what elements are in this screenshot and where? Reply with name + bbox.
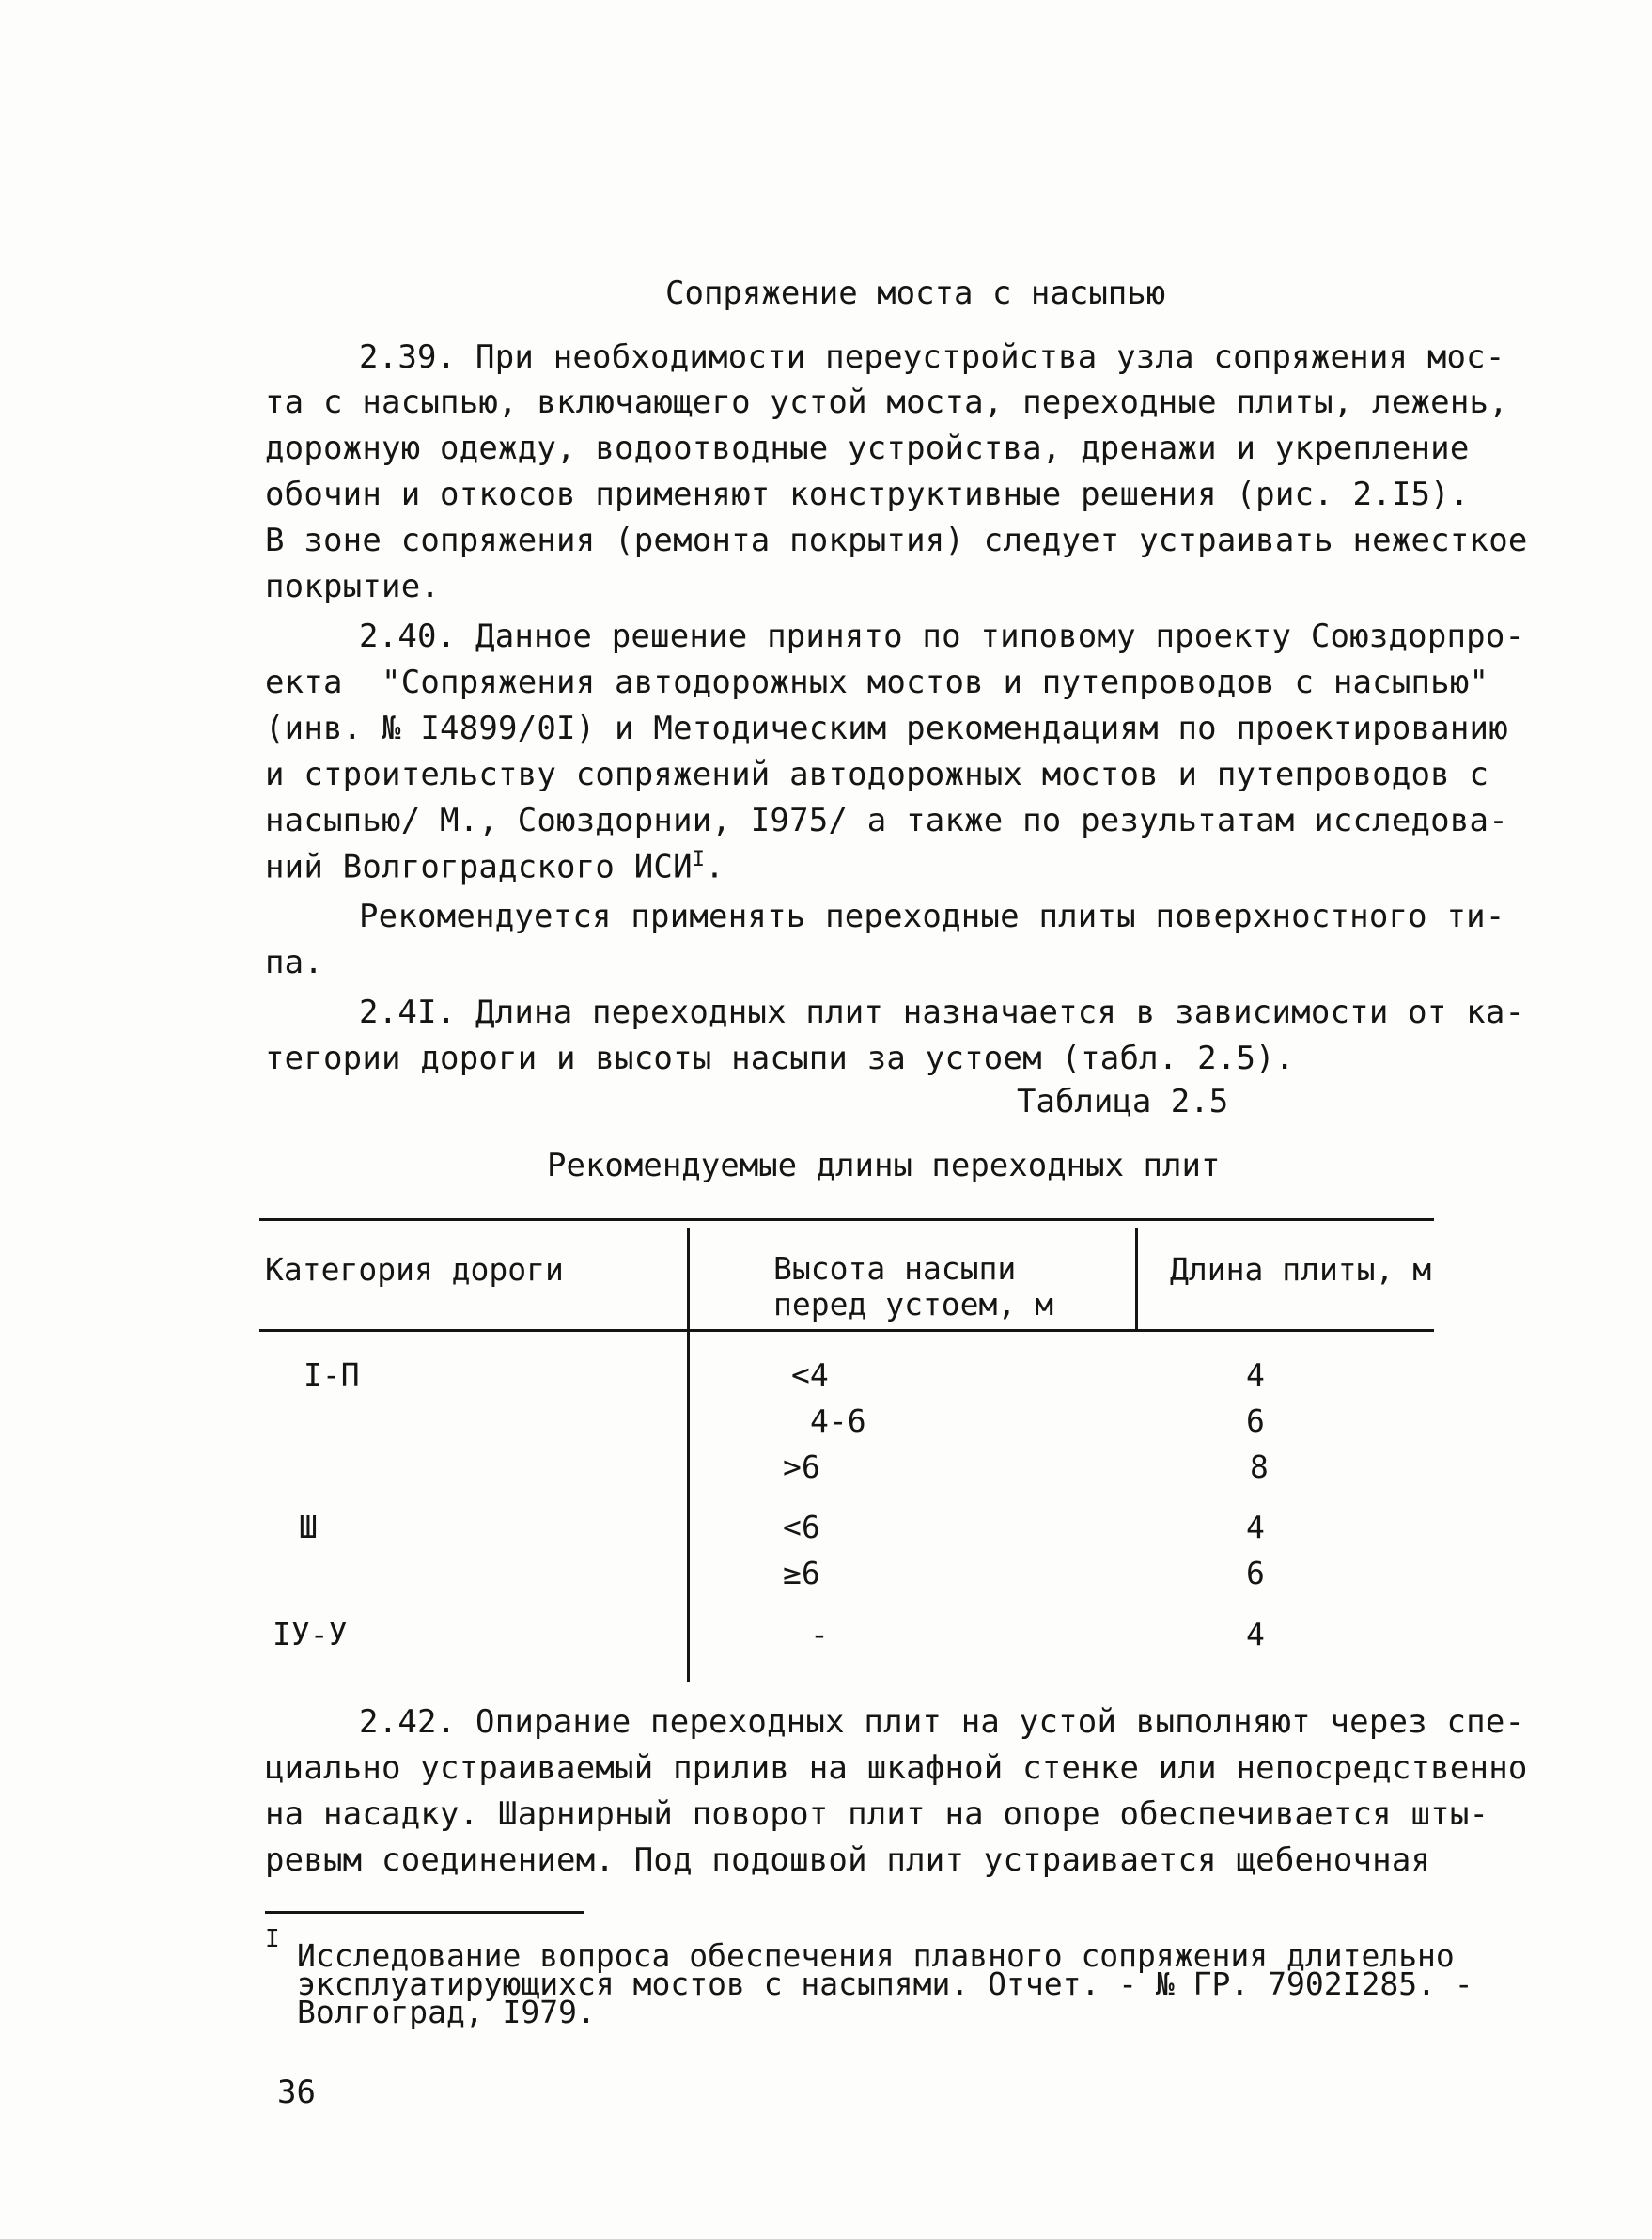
table-cell-length: 4 bbox=[1246, 1616, 1265, 1652]
footnote-reference: I bbox=[692, 848, 706, 871]
p241-line: 2.4I. Длина переходных плит назначается в зависимости от ка- bbox=[359, 994, 1525, 1031]
footnote-line: Исследование вопроса обеспечения плавного сопряжения длительно bbox=[297, 1937, 1455, 1974]
p239-line: 2.39. При необходимости переустройства узла сопряжения мос- bbox=[359, 338, 1505, 376]
p239-line: покрытие. bbox=[265, 568, 441, 605]
table-cell-category: IУ-У bbox=[273, 1616, 348, 1652]
p242-line: 2.42. Опирание переходных плит на устой выполняют через спе- bbox=[359, 1703, 1525, 1741]
table-cell-height: 4-6 bbox=[810, 1402, 866, 1439]
recommend-line: Рекомендуется применять переходные плиты поверхностного ти- bbox=[359, 898, 1505, 935]
footnote-rule bbox=[265, 1911, 584, 1914]
footnote-line: эксплуатирующихся мостов с насыпями. Отчет. - № ГР. 7902I285. - bbox=[297, 1965, 1473, 2002]
table-cell-length: 6 bbox=[1246, 1402, 1265, 1439]
table-caption: Рекомендуемые длины переходных плит bbox=[547, 1147, 1221, 1184]
footnote-line: Волгоград, I979. bbox=[297, 1994, 596, 2030]
recommend-line: па. bbox=[265, 944, 324, 981]
p242-line: циально устраиваемый прилив на шкафной стенке или непосредственно bbox=[265, 1749, 1528, 1787]
table-cell-category: Ш bbox=[299, 1509, 318, 1545]
table-col-divider bbox=[1135, 1228, 1138, 1331]
table-cell-height: ≥6 bbox=[783, 1555, 820, 1591]
p239-line: та с насыпью, включающего устой моста, переходные плиты, лежень, bbox=[265, 384, 1508, 421]
table-cell-height: <4 bbox=[791, 1356, 829, 1393]
section-title: Сопряжение моста с насыпью bbox=[665, 274, 1166, 312]
table-cell-length: 4 bbox=[1246, 1356, 1265, 1393]
p240-line: екта "Сопряжения автодорожных мостов и путепроводов с насыпью" bbox=[265, 664, 1489, 701]
p239-line: обочин и откосов применяют конструктивные решения (рис. 2.I5). bbox=[265, 476, 1470, 513]
p240-line bbox=[265, 848, 725, 885]
table-header-category: Категория дороги bbox=[265, 1251, 564, 1288]
table-cell-height: - bbox=[810, 1616, 829, 1652]
table-cell-height: <6 bbox=[783, 1509, 820, 1545]
p242-line: на насадку. Шарнирный поворот плит на опоре обеспечивается шты- bbox=[265, 1795, 1489, 1833]
table-header-rule bbox=[259, 1329, 1434, 1332]
table-top-rule bbox=[259, 1218, 1434, 1221]
table-cell-category: I-П bbox=[304, 1356, 360, 1393]
table-cell-length: 8 bbox=[1250, 1448, 1269, 1485]
p240-tail: . bbox=[705, 848, 725, 886]
table-cell-length: 4 bbox=[1246, 1509, 1265, 1545]
p240-line: и строительству сопряжений автодорожных мостов и путепроводов с bbox=[265, 756, 1489, 793]
table-col-divider bbox=[687, 1228, 690, 1682]
footnote-mark: I bbox=[265, 1925, 280, 1953]
p239-line: дорожную одежду, водоотводные устройства, дренажи и укрепление bbox=[265, 430, 1470, 467]
table-header-height: Высота насыпи перед устоем, м bbox=[773, 1250, 1054, 1323]
p242-line: ревым соединением. Под подошвой плит устраивается щебеночная bbox=[265, 1841, 1431, 1879]
table-cell-length: 6 bbox=[1246, 1555, 1265, 1591]
p240-last-text: ний Волгоградского ИСИ bbox=[265, 848, 693, 886]
p239-line: В зоне сопряжения (ремонта покрытия) следует устраивать нежесткое bbox=[265, 522, 1528, 559]
table-cell-height: >6 bbox=[783, 1448, 820, 1485]
page-number: 36 bbox=[277, 2074, 316, 2111]
table-header-length: Длина плиты, м bbox=[1170, 1251, 1432, 1288]
table-number: Таблица 2.5 bbox=[1017, 1083, 1229, 1120]
p240-line: 2.40. Данное решение принято по типовому проекту Союздорпро- bbox=[359, 618, 1525, 655]
p240-line: (инв. № I4899/0I) и Методическим рекомендациям по проектированию bbox=[265, 710, 1508, 747]
p240-line: насыпью/ М., Союздорнии, I975/ а также по результатам исследова- bbox=[265, 802, 1508, 839]
p241-line: тегории дороги и высоты насыпи за устоем (табл. 2.5). bbox=[265, 1040, 1295, 1077]
